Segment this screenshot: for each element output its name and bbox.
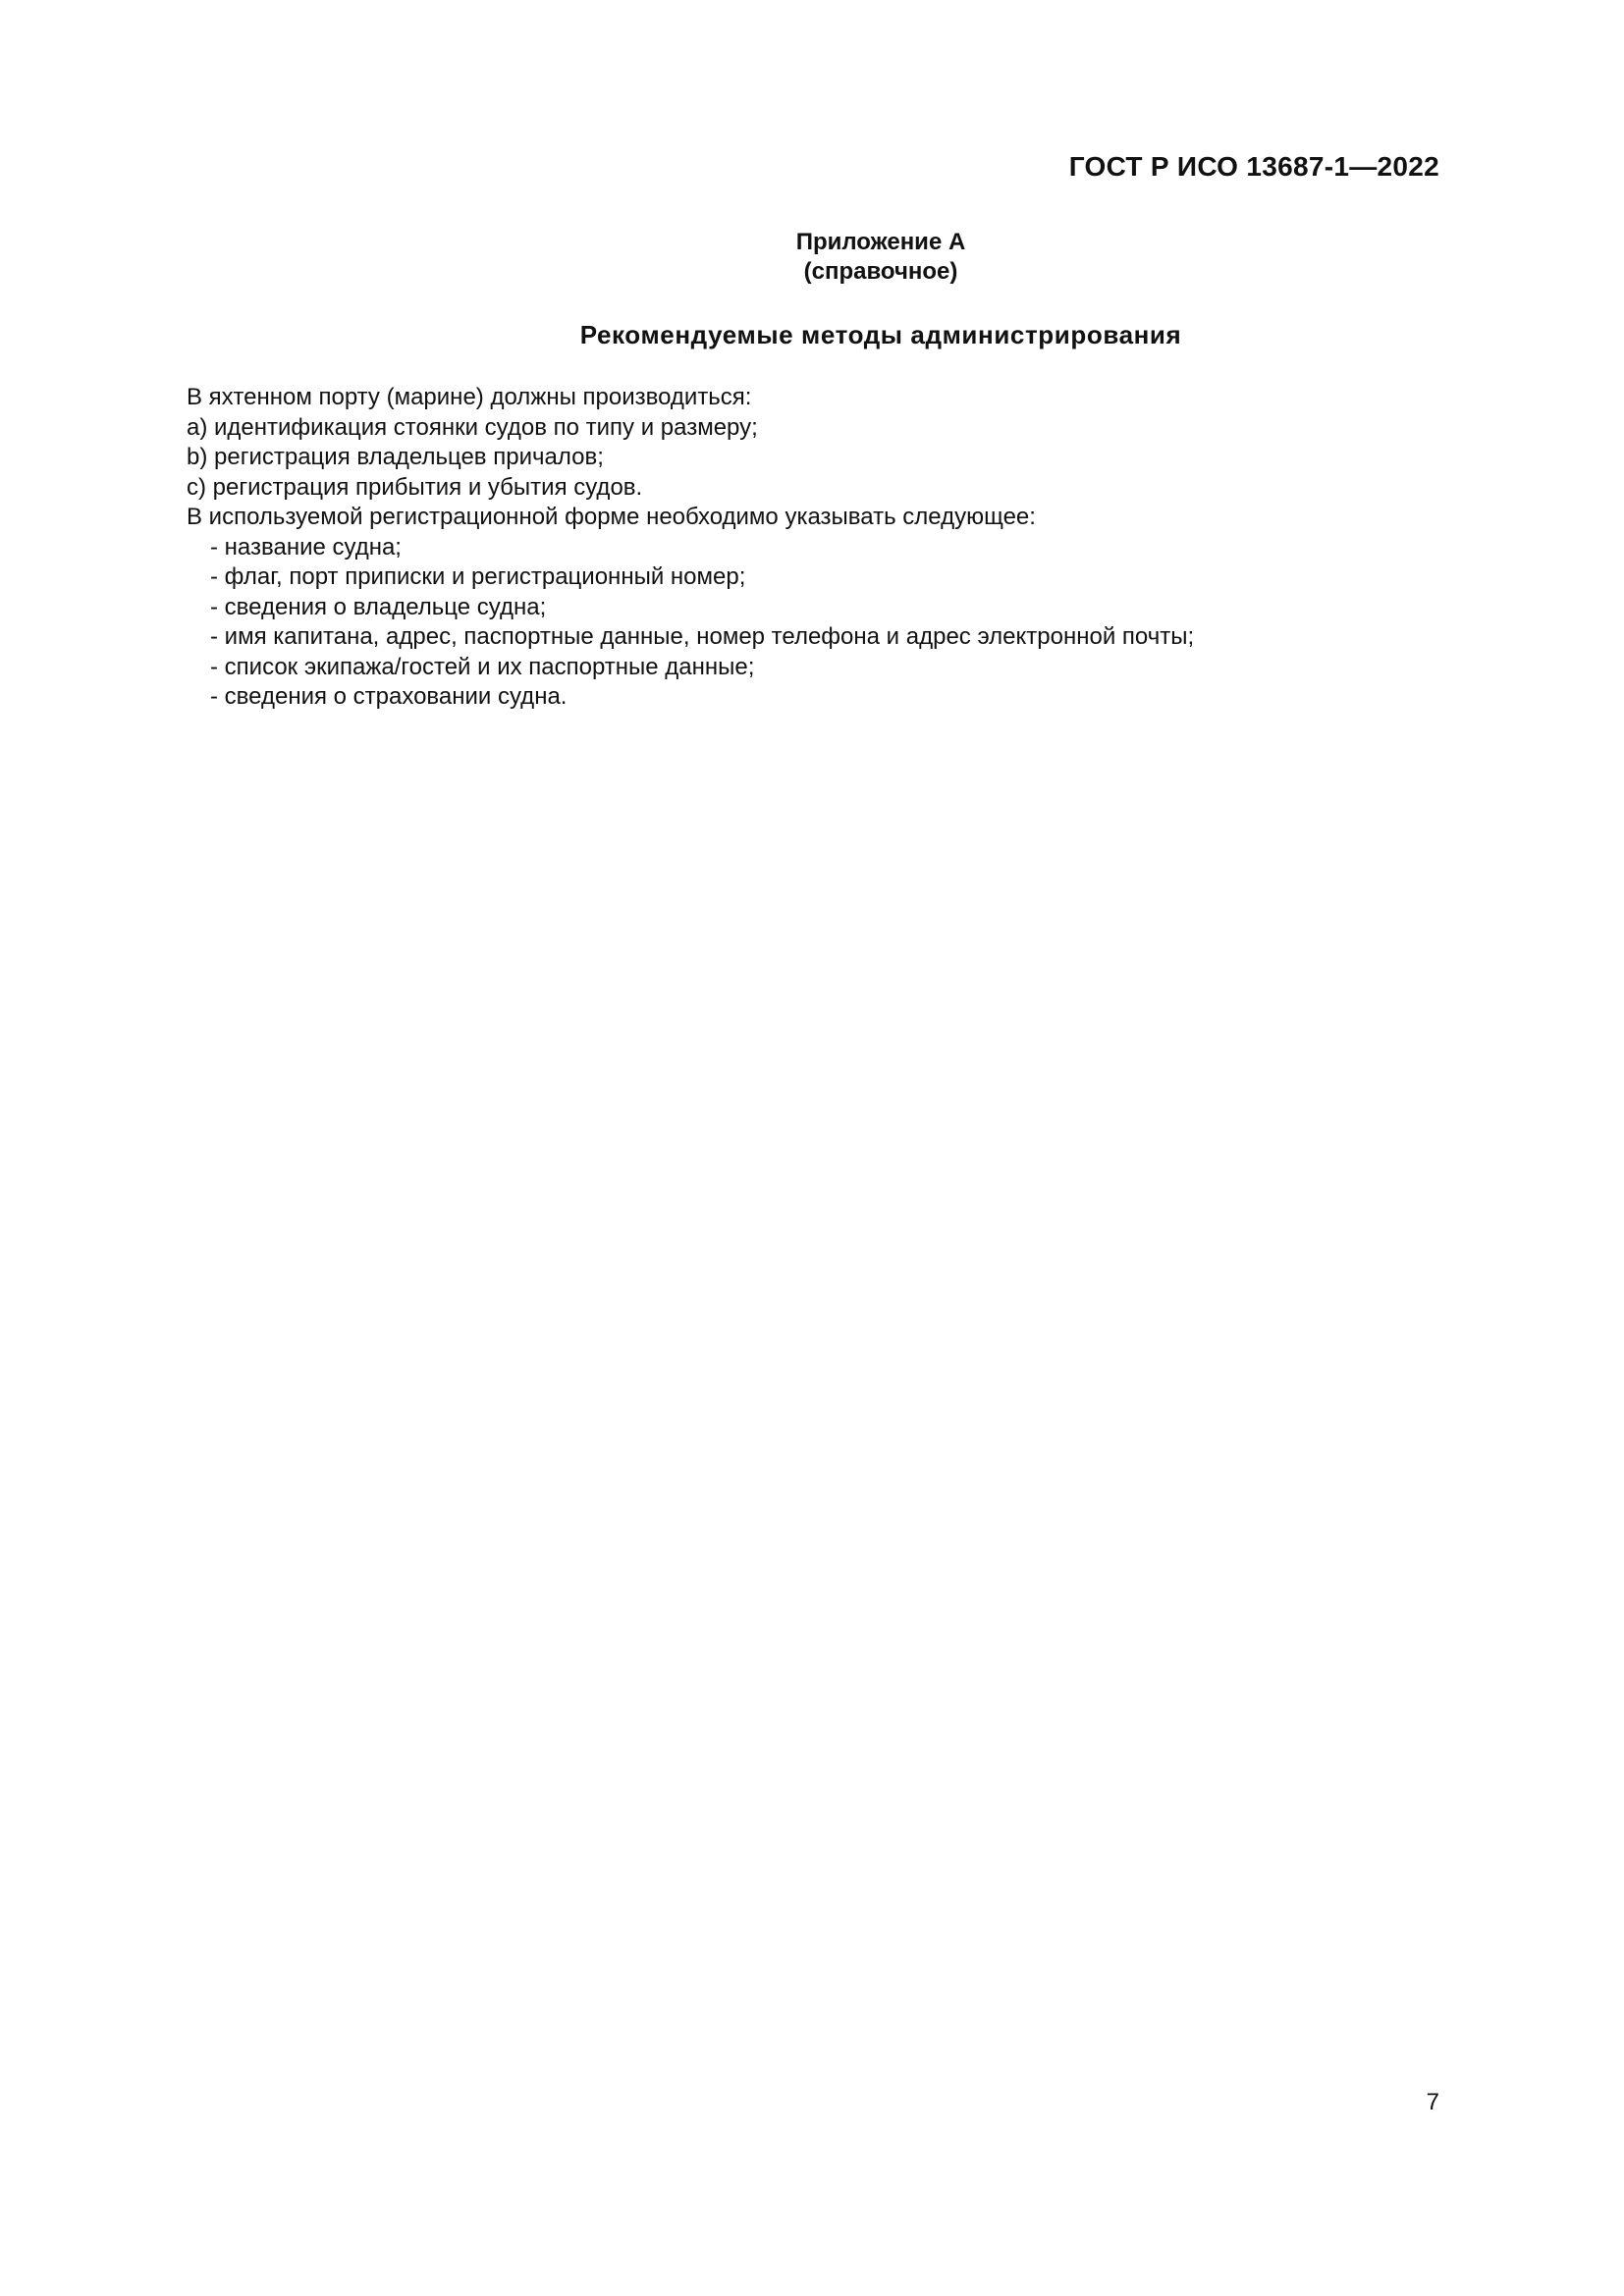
section-title: Рекомендуемые методы администрирования bbox=[579, 320, 1182, 349]
form-field-item: - название судна; bbox=[210, 533, 402, 561]
annex-title: Приложение А bbox=[795, 229, 966, 255]
list-item: с) регистрация прибытия и убытия судов. bbox=[187, 473, 643, 501]
form-field-item: - имя капитана, адрес, паспортные данные, номер телефона и адрес электронной почты; bbox=[210, 623, 1195, 650]
annex-subtitle: (справочное) bbox=[803, 258, 958, 285]
intro-paragraph: В яхтенном порту (марине) должны производиться: bbox=[187, 384, 752, 410]
list-item: b) регистрация владельцев причалов; bbox=[187, 444, 604, 470]
form-intro-paragraph: В используемой регистрационной форме необходимо указывать следующее: bbox=[187, 504, 1036, 530]
form-field-item: - список экипажа/гостей и их паспортные данные; bbox=[210, 653, 755, 680]
form-field-item: - флаг, порт приписки и регистрационный номер; bbox=[210, 563, 746, 590]
list-item: а) идентификация стоянки судов по типу и размеру; bbox=[187, 413, 758, 441]
annex-heading bbox=[0, 228, 1624, 287]
form-field-item: - сведения о владельце судна; bbox=[210, 593, 547, 620]
body-text bbox=[187, 383, 1194, 713]
page-number: 7 bbox=[1426, 2089, 1439, 2115]
document-code: ГОСТ Р ИСО 13687-1—2022 bbox=[1068, 151, 1439, 182]
form-field-item: - сведения о страховании судна. bbox=[210, 683, 568, 710]
